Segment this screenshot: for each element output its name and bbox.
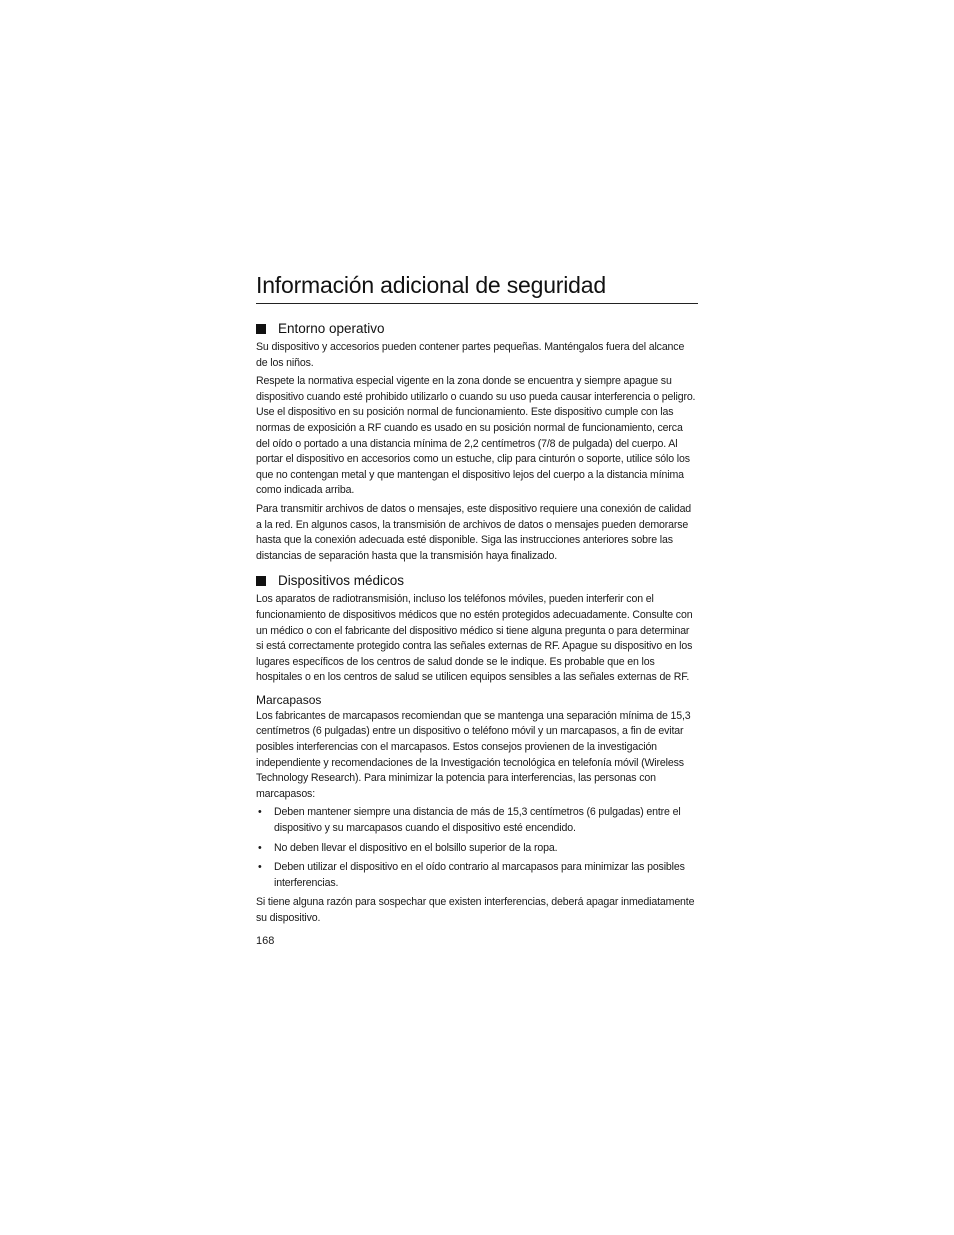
list-item: [256, 860, 698, 891]
square-bullet-icon: [256, 576, 266, 586]
section-dispositivos-medicos: [256, 572, 698, 926]
bullet-icon: •: [258, 806, 262, 819]
section-heading: [256, 320, 698, 338]
list-item-text: Deben utilizar el dispositivo en el oído contrario al marcapasos para minimizar las posibles interferencias.: [274, 861, 685, 889]
bullet-list: [256, 805, 698, 891]
section-entorno-operativo: [256, 320, 698, 564]
paragraph: Si tiene alguna razón para sospechar que existen interferencias, deberá apagar inmediatamente su dispositivo.: [256, 896, 695, 924]
list-item-text: No deben llevar el dispositivo en el bolsillo superior de la ropa.: [274, 841, 558, 854]
list-item: [256, 841, 698, 857]
subsection-heading: Marcapasos: [256, 692, 322, 707]
page-number: 168: [256, 934, 275, 947]
section-heading-text: Entorno operativo: [278, 321, 385, 336]
bullet-icon: •: [258, 861, 262, 874]
square-bullet-icon: [256, 324, 266, 334]
paragraph: Los fabricantes de marcapasos recomiendan que se mantenga una separación mínima de 15,3 centímetros (6 pulgadas) entre un dispositivo o teléfono móvil y un marcapasos, a fin de evitar posibles interferencias con el marcapasos. Estos consejos provienen de la investigación independiente y recomendaciones de la Investigación tecnológica en telefonía móvil (Wireless Technology Research). Para minimizar la potencia para interferencias, las personas con marcapasos:: [256, 709, 691, 800]
paragraph: Respete la normativa especial vigente en la zona donde se encuentra y siempre apague su dispositivo cuando esté prohibido utilizarlo o cuando su uso pueda causar interferencia o peligro. Use el dispositivo en su posición normal de funcionamiento. Este dispositivo cumple con las normas de exposición a RF cuando es usado en su posición normal de funcionamiento, cerca del oído o portado a una distancia mínima de 2,2 centímetros (7/8 de pulgada) del cuerpo. Al portar el dispositivo en accesorios como un estuche, clip para cinturón o soporte, utilice sólo los que no contengan metal y que mantengan el dispositivo lejos del cuerpo a la distancia mínima como indicada arriba.: [256, 375, 696, 497]
list-item-text: Deben mantener siempre una distancia de más de 15,3 centímetros (6 pulgadas) entre el dispositivo y su marcapasos cuando el dispositivo esté encendido.: [274, 806, 681, 835]
document-page: [256, 270, 698, 947]
paragraph: Los aparatos de radiotransmisión, incluso los teléfonos móviles, pueden interferir con el funcionamiento de dispositivos médicos que no estén protegidos adecuadamente. Consulte con un médico o con el fabricante del dispositivo médico si tiene alguna pregunta o para determinar si está correctamente protegido contra las señales externas de RF. Apague su dispositivo en los lugares específicos de los centros de salud donde se le indique. Es probable que en los hospitales o en los centros de salud se utilicen equipos sensibles a las señales externas de RF.: [256, 593, 693, 684]
paragraph: Su dispositivo y accesorios pueden contener partes pequeñas. Manténgalos fuera del alcance de los niños.: [256, 341, 685, 369]
bullet-icon: •: [258, 841, 262, 854]
list-item: [256, 805, 698, 836]
title-rule: [256, 303, 698, 304]
section-heading: [256, 572, 698, 590]
section-heading-text: Dispositivos médicos: [278, 573, 405, 589]
paragraph: Para transmitir archivos de datos o mensajes, este dispositivo requiere una conexión de calidad a la red. En algunos casos, la transmisión de archivos de datos o mensajes pueden demorarse hasta que la conexión adecuada esté disponible. Siga las instrucciones anteriores sobre las distancias de separación hasta que la transmisión haya finalizado.: [256, 502, 692, 562]
page-title: Información adicional de seguridad: [256, 272, 606, 298]
